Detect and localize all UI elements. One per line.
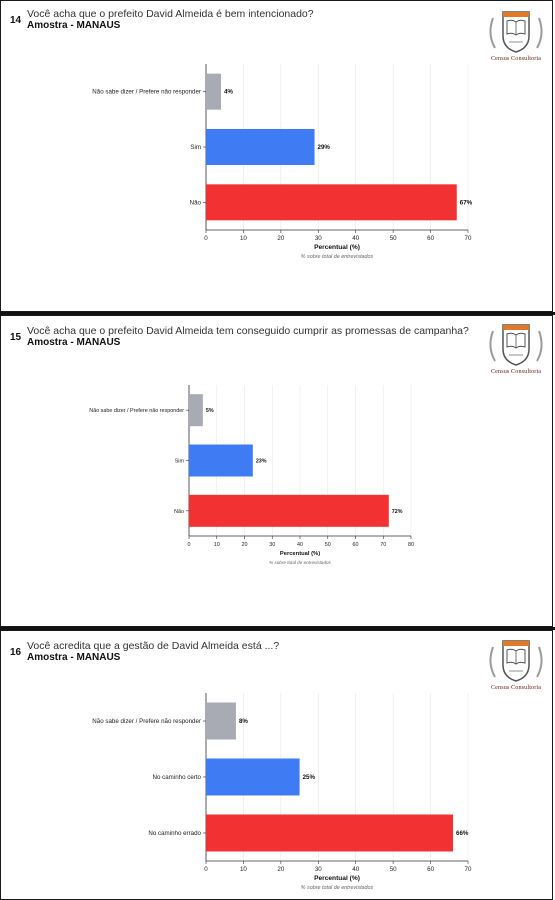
bar — [206, 815, 453, 852]
x-tick-label: 10 — [239, 235, 247, 242]
data-label: 29% — [317, 144, 330, 151]
category-label: Não sabe dizer / Prefere não responder — [89, 408, 184, 415]
x-axis-title: Percentual (%) — [314, 244, 360, 251]
x-tick-label: 60 — [352, 542, 359, 548]
question-text: Você acha que o prefeito David Almeida tem conseguido cumprir as promessas de campanha? — [27, 325, 469, 337]
chart-caption: % sobre total de entrevistados — [300, 254, 374, 260]
sample-label: Amostra - MANAUS — [27, 337, 121, 348]
x-tick-label: 40 — [352, 235, 360, 242]
category-label: No caminho errado — [148, 830, 201, 837]
data-label: 5% — [205, 408, 214, 415]
bar — [206, 759, 300, 796]
category-label: Não sabe dizer / Prefere não responder — [92, 718, 201, 725]
x-tick-label: 40 — [352, 866, 360, 873]
x-axis-title: Percentual (%) — [314, 875, 360, 882]
x-tick-label: 50 — [324, 542, 331, 548]
x-tick-label: 30 — [314, 866, 322, 873]
x-axis-title: Percentual (%) — [279, 551, 321, 557]
logo-brand-text: Census Consultoria — [490, 55, 542, 62]
logo-brand-text: Census Consultoria — [490, 684, 542, 691]
bar — [206, 703, 236, 740]
sample-label: Amostra - MANAUS — [27, 652, 121, 663]
x-tick-label: 20 — [241, 542, 248, 548]
data-label: 4% — [223, 88, 233, 96]
x-tick-label: 60 — [427, 235, 435, 242]
question-text: Você acredita que a gestão de David Almeida está ...? — [27, 640, 280, 652]
x-tick-label: 50 — [389, 235, 397, 242]
chart-caption: % sobre total de entrevistados — [269, 560, 331, 565]
data-label: 67% — [459, 199, 473, 207]
x-tick-label: 50 — [389, 866, 397, 873]
x-tick-label: 30 — [269, 542, 276, 548]
data-label: 25% — [302, 774, 315, 781]
data-label: 72% — [391, 508, 403, 515]
data-label: 8% — [238, 718, 248, 725]
x-tick-label: 0 — [204, 866, 208, 873]
question-text: Você acha que o prefeito David Almeida é bem intencionado? — [27, 8, 314, 20]
category-label: Sim — [174, 458, 184, 465]
question-number: 16 — [10, 647, 22, 658]
x-tick-label: 10 — [213, 542, 220, 548]
chart-caption: % sobre total de entrevistados — [300, 885, 374, 891]
x-tick-label: 30 — [314, 235, 322, 242]
logo-brand-text: Census Consultoria — [490, 368, 542, 375]
category-label: Não — [189, 199, 201, 207]
x-tick-label: 0 — [187, 542, 191, 548]
x-tick-label: 60 — [427, 866, 435, 873]
x-tick-label: 70 — [464, 235, 472, 242]
question-number: 15 — [10, 332, 22, 343]
sample-label: Amostra - MANAUS — [27, 20, 121, 31]
data-label: 66% — [456, 830, 469, 837]
x-tick-label: 20 — [277, 235, 285, 242]
question-number: 14 — [10, 15, 22, 26]
category-label: No caminho certo — [152, 774, 201, 781]
data-label: 23% — [255, 458, 267, 465]
x-tick-label: 70 — [380, 542, 387, 548]
category-label: Não — [174, 508, 184, 515]
x-tick-label: 10 — [239, 866, 247, 873]
category-label: Não sabe dizer / Prefere não responder — [92, 88, 201, 96]
x-tick-label: 80 — [408, 542, 414, 548]
x-tick-label: 40 — [297, 542, 303, 548]
x-tick-label: 70 — [464, 866, 472, 873]
category-label: Sim — [190, 144, 201, 151]
x-tick-label: 20 — [277, 866, 285, 873]
x-tick-label: 0 — [204, 235, 208, 242]
